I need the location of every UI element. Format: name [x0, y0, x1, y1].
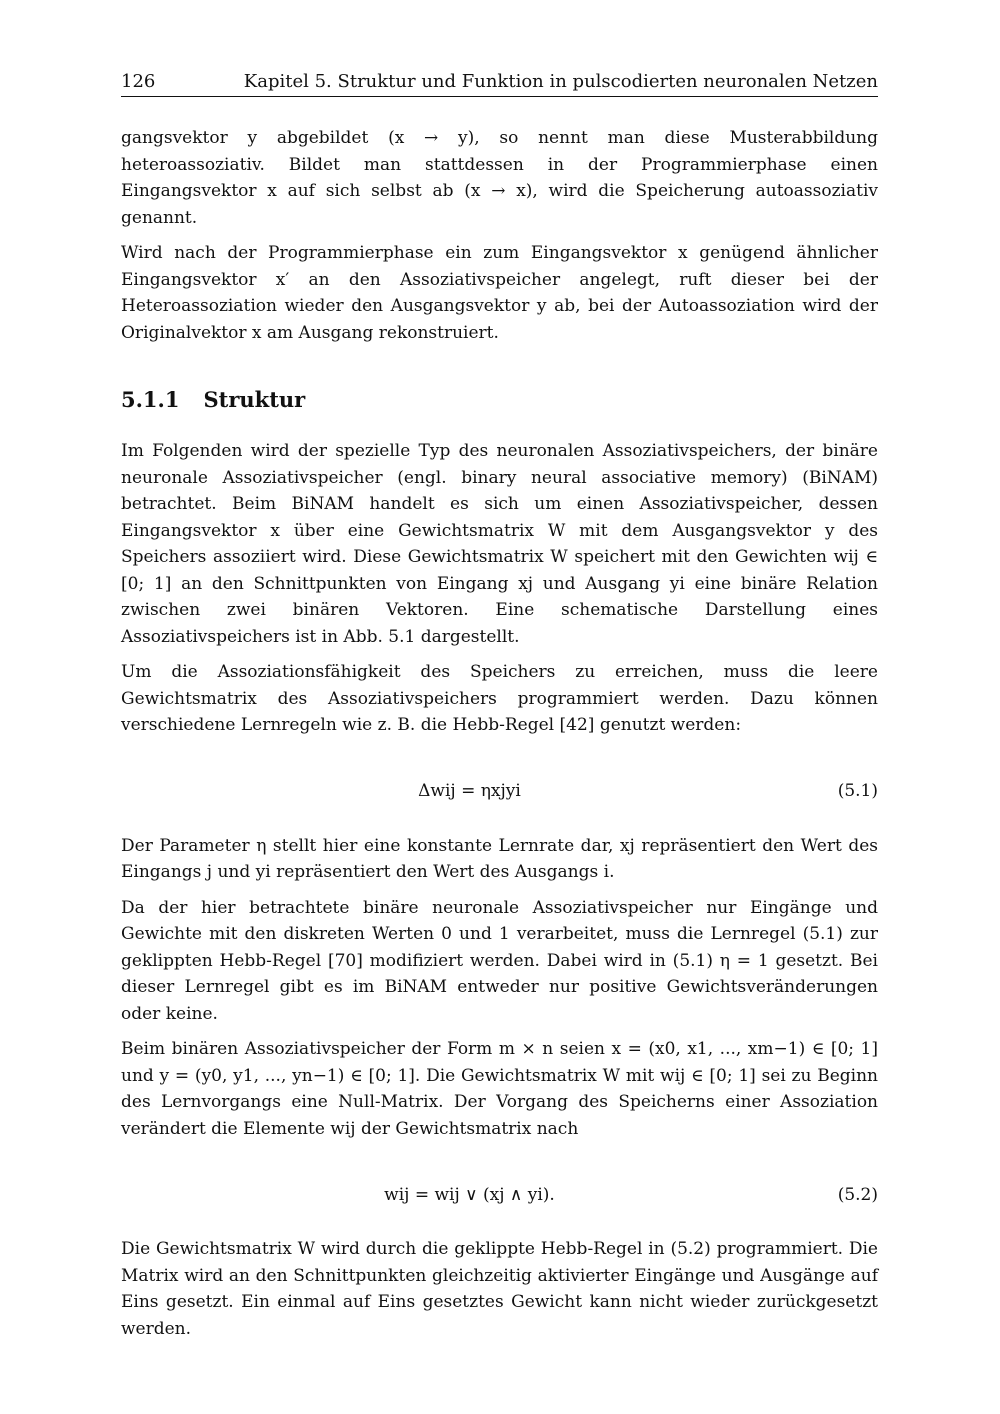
paragraph-8: Die Gewichtsmatrix W wird durch die geklippte Hebb-Regel in (5.2) programmiert. Die Matrix wird an den Schnittpunkten gleichzeitig aktivierter Eingänge und Ausgänge auf Eins gesetzt. Ein einmal auf Eins gesetztes Gewicht kann nicht wieder zurückgesetzt werden. [121, 1239, 878, 1339]
page-number: 126 [121, 71, 156, 92]
equation-5-1 [121, 779, 878, 805]
equation-formula: wij = wij ∨ (xj ∧ yi). [384, 1184, 555, 1205]
section-number: 5.1.1 [121, 387, 180, 412]
body-text [121, 125, 878, 1342]
chapter-title: Kapitel 5. Struktur und Funktion in pulscodierten neuronalen Netzen [243, 71, 878, 92]
paragraph-3: Im Folgenden wird der spezielle Typ des neuronalen Assoziativspeichers, der binäre neuronale Assoziativspeicher (engl. binary neural associative memory) (BiNAM) betrachtet. Beim BiNAM handelt es sich um einen Assoziativspeicher, dessen Eingangsvektor x über eine Gewichtsmatrix W mit dem Ausgangsvektor y des Speichers assoziiert wird. Diese Gewichtsmatrix W speichert mit den Gewichten wij ∈ [0; 1] an den Schnittpunkten von Eingang xj und Ausgang yi eine binäre Relation zwischen zwei binären Vektoren. Eine schematische Darstellung eines Assoziativspeichers ist in Abb. 5.1 dargestellt. [121, 441, 878, 647]
equation-number: (5.2) [837, 1184, 878, 1205]
equation-number: (5.1) [837, 781, 878, 802]
paragraph-6: Da der hier betrachtete binäre neuronale Assoziativspeicher nur Eingänge und Gewichte mit den diskreten Werten 0 und 1 verarbeitet, muss die Lernregel (5.1) zur geklippten Hebb-Regel [70] modifiziert werden. Dabei wird in (5.1) η = 1 gesetzt. Bei dieser Lernregel gibt es im BiNAM entweder nur positive Gewichtsveränderungen oder keine. [121, 897, 878, 1024]
document-page [121, 70, 878, 1351]
paragraph-2: Wird nach der Programmierphase ein zum Eingangsvektor x genügend ähnlicher Eingangsvektor x′ an den Assoziativspeicher angelegt, ruft dieser bei der Heteroassoziation wieder den Ausgangsvektor y ab, bei der Autoassoziation wird der Originalvektor x am Ausgang rekonstruiert. [121, 243, 878, 343]
paragraph-5: Der Parameter η stellt hier eine konstante Lernrate dar, xj repräsentiert den Wert des Eingangs j und yi repräsentiert den Wert des Ausgangs i. [121, 835, 878, 882]
equation-5-2 [121, 1182, 878, 1208]
paragraph-1: gangsvektor y abgebildet (x → y), so nennt man diese Musterabbildung heteroassoziativ. Bildet man stattdessen in der Programmierphase einen Eingangsvektor x auf sich selbst ab (x → x), wird die Speicherung autoassoziativ genannt. [121, 128, 878, 228]
running-header [121, 70, 878, 97]
section-heading [121, 386, 878, 414]
paragraph-4: Um die Assoziationsfähigkeit des Speichers zu erreichen, muss die leere Gewichtsmatrix des Assoziativspeichers programmiert werden. Dazu können verschiedene Lernregeln wie z. B. die Hebb-Regel [42] genutzt werden: [121, 662, 878, 735]
equation-formula: Δwij = ηxjyi [418, 781, 521, 802]
paragraph-7: Beim binären Assoziativspeicher der Form m × n seien x = (x0, x1, ..., xm−1) ∈ [0; 1] und y = (y0, y1, ..., yn−1) ∈ [0; 1]. Die Gewichtsmatrix W mit wij ∈ [0; 1] sei zu Beginn des Lernvorgangs eine Null-Matrix. Der Vorgang des Speicherns einer Assoziation verändert die Elemente wij der Gewichtsmatrix nach [121, 1039, 878, 1139]
section-title: Struktur [203, 387, 306, 412]
